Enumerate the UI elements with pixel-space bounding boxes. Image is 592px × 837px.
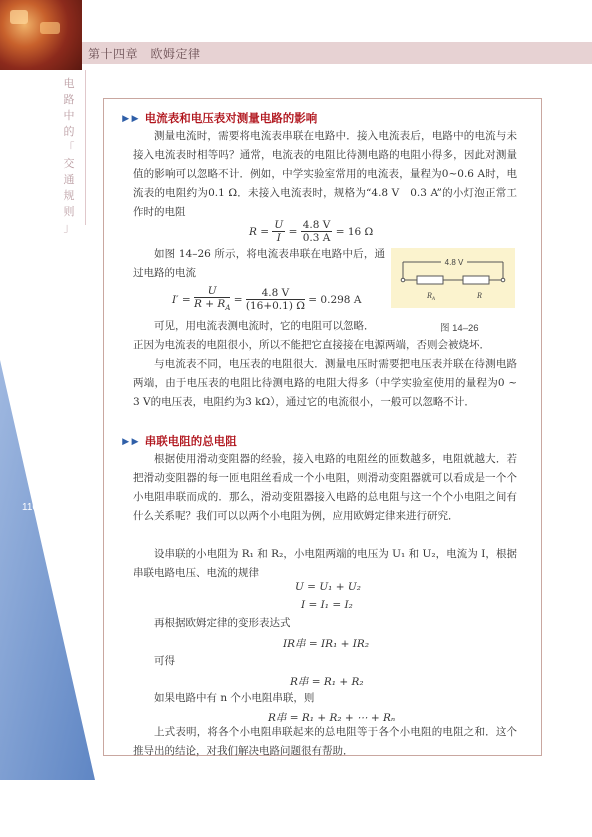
paragraph: 测量电流时，需要将电流表串联在电路中．接入电流表后，电路中的电流与未接入电流表时相等吗？通常，电流表的电阻比待测电路的电阻小得多，因此对测量值的影响可以忽略不计．例如，中学实验室常用的电流表，量程为0~0.6 A时，电流表的电阻约为0.1 Ω．未接入电流表时，规格为“4.8 V 0.3 A”的小灯泡正常工作时的电阻 xyxy=(133,130,517,218)
subscript: A xyxy=(431,297,435,302)
fraction xyxy=(301,219,333,245)
chapter-title: 第十四章 欧姆定律 xyxy=(88,47,201,61)
equation-voltage-sum: U = U₁ + U₂ xyxy=(295,581,361,593)
sidebar-char: 交 xyxy=(63,157,75,170)
fraction xyxy=(194,285,230,315)
frac-num: 4.8 V xyxy=(302,219,331,231)
frac-den: I xyxy=(276,232,281,244)
side-blue-triangle xyxy=(0,360,95,780)
chapter-corner-photo xyxy=(0,0,82,70)
equation-series-n: R串 = R₁ + R₂ + ⋯ + Rₙ xyxy=(268,712,396,724)
figure-caption: 图 14–26 xyxy=(440,323,479,334)
frac-num: U xyxy=(274,219,284,231)
double-arrow-icon: ►► xyxy=(120,113,139,125)
photo-highlight xyxy=(10,10,28,24)
fraction xyxy=(246,287,305,313)
section-title: 电流表和电压表对测量电路的影响 xyxy=(144,113,318,125)
eq-lhs: R = xyxy=(249,226,273,238)
paragraph: 如果电路中有 n 个小电阻串联，则 xyxy=(154,692,315,704)
sidebar-char: 的 xyxy=(63,125,75,138)
sidebar-char: 「 xyxy=(63,141,75,154)
paragraph: 如图 14–26 所示，将电流表串联在电路中后，通过电路的电流 xyxy=(133,248,385,279)
frac-num: U xyxy=(194,285,230,298)
sidebar-char: 中 xyxy=(63,109,75,122)
equation-resistance xyxy=(249,219,373,245)
eq-equals: = xyxy=(230,294,246,307)
sidebar-divider xyxy=(85,70,86,225)
ammeter-resistance-label xyxy=(426,291,436,302)
sidebar-char: 路 xyxy=(63,93,75,106)
equation-current-equal: I = I₁ = I₂ xyxy=(301,599,353,611)
double-arrow-icon: ►► xyxy=(120,436,139,448)
photo-highlight xyxy=(40,22,60,34)
eq-rhs: = 16 Ω xyxy=(332,226,374,238)
frac-den: (16+0.1) Ω xyxy=(245,300,305,313)
label-text: R xyxy=(427,291,432,300)
subscript: A xyxy=(225,304,231,313)
equation-ohm-form: IR串 = IR₁ + IR₂ xyxy=(283,638,370,650)
page-number: 110 xyxy=(22,502,38,513)
eq-equals: = xyxy=(285,226,301,238)
section-heading-series-resistance xyxy=(120,433,237,449)
chapter-header-bar xyxy=(0,42,592,64)
sidebar-char: 通 xyxy=(63,173,75,186)
paragraph: 可见，用电流表测电流时，它的电阻可以忽略． xyxy=(154,320,375,332)
equation-current xyxy=(172,285,361,315)
paragraph: 可得 xyxy=(154,655,175,667)
equation-series-two: R串 = R₁ + R₂ xyxy=(290,676,364,688)
paragraph: 正因为电流表的电阻很小，所以不能把它直接接在电源两端，否则会被烧坏． xyxy=(133,339,490,351)
circuit-diagram xyxy=(391,248,515,308)
section-title: 串联电阻的总电阻 xyxy=(144,436,237,448)
resistor-label: R xyxy=(477,291,482,300)
eq-rhs: = 0.298 A xyxy=(304,294,362,307)
sidebar-char: 则 xyxy=(63,205,75,218)
sidebar-char: 电 xyxy=(63,77,75,90)
frac-den: 0.3 A xyxy=(302,232,331,244)
paragraph: 再根据欧姆定律的变形表达式 xyxy=(154,617,291,629)
voltage-label: 4.8 V xyxy=(444,258,464,267)
sidebar-char: 规 xyxy=(63,189,75,202)
paragraph: 上式表明，将各个小电阻串联起来的总电阻等于各个小电阻的电阻之和．这个推导出的结论，对我们解决电路问题很有帮助． xyxy=(133,726,517,757)
frac-den xyxy=(194,298,230,315)
fraction xyxy=(272,219,285,245)
frac-num: 4.8 V xyxy=(246,287,305,300)
section-heading-meter-effects xyxy=(120,110,317,126)
sidebar-char: 」 xyxy=(63,221,75,234)
frac-den-text: R + R xyxy=(194,298,226,310)
paragraph: 根据使用滑动变阻器的经验，接入电路的电阻丝的匝数越多，电阻就越大．若把滑动变阻器的每一匝电阻丝看成一个小电阻，则滑动变阻器就可以看成是一个个小电阻串联而成的．那么，滑动变阻器接入电路的总电阻与这一个个小电阻之间有什么关系呢？我们可以以两个小电阻为例，应用欧姆定律来进行研究． xyxy=(133,453,517,522)
paragraph: 设串联的小电阻为 R₁ 和 R₂，小电阻两端的电压为 U₁ 和 U₂，电流为 I，根据串联电路电压、电流的规律 xyxy=(133,548,517,579)
circuit-figure xyxy=(391,248,515,308)
sidebar-vertical-title xyxy=(62,76,76,236)
paragraph: 与电流表不同，电压表的电阻很大．测量电压时需要把电压表并联在待测电路两端，由于电压表的电阻比待测电路的电阻大得多（中学实验室使用的量程为0 ~ 3 V的电压表，电阻约为3 kΩ），通过它的电流很小，一般可以忽略不计． xyxy=(133,358,517,408)
eq-lhs: I′ = xyxy=(172,294,195,307)
